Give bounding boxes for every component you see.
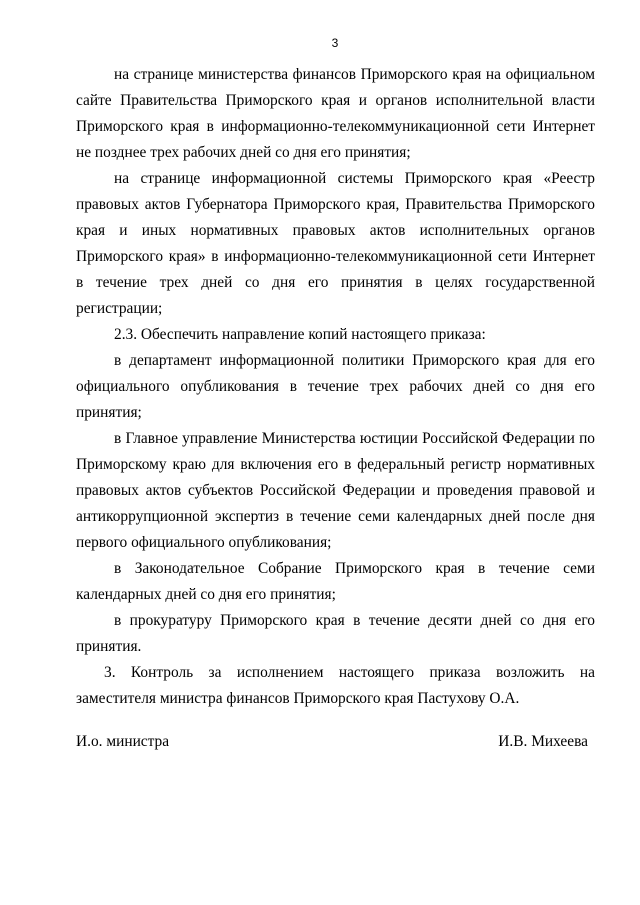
paragraph-info-policy-department: в департамент информационной политики Приморского края для его официального опубликования в течение трех рабочих дней со дня его принятия;	[76, 352, 595, 421]
paragraph-ministry-of-justice: в Главное управление Министерства юстиции Российской Федерации по Приморскому краю для включения его в федеральный регистр нормативных правовых актов субъектов Российской Федерации и проведения правовой и антикоррупционной экспертиз в течение семи календарных дней после дня первого официального опубликования;	[76, 430, 595, 551]
signatory-role: И.о. министра	[76, 733, 170, 750]
signatory-name: И.В. Михеева	[498, 733, 588, 750]
paragraph-section-3-control: 3. Контроль за исполнением настоящего приказа возложить на заместителя министра финансов Приморского края Пастухову О.А.	[76, 664, 595, 707]
document-body	[76, 62, 595, 712]
page-number: 3	[331, 36, 339, 50]
paragraph-prosecutor-office: в прокуратуру Приморского края в течение десяти дней со дня его принятия.	[76, 612, 595, 655]
paragraph-legislative-assembly: в Законодательное Собрание Приморского края в течение семи календарных дней со дня его принятия;	[76, 560, 595, 603]
paragraph-publication-registry: на странице информационной системы Приморского края «Реестр правовых актов Губернатора Приморского края, Правительства Приморского края и иных нормативных правовых актов исполнительных органов Приморского края» в информационно-телекоммуникационной сети Интернет в течение трех дней со дня его принятия в целях государственной регистрации;	[76, 170, 595, 317]
paragraph-publication-ministry-page: на странице министерства финансов Приморского края на официальном сайте Правительства Приморского края и органов исполнительной власти Приморского края в информационно-телекоммуникационной сети Интернет не позднее трех рабочих дней со дня его принятия;	[76, 66, 595, 161]
paragraph-section-2-3: 2.3. Обеспечить направление копий настоящего приказа:	[114, 326, 486, 343]
